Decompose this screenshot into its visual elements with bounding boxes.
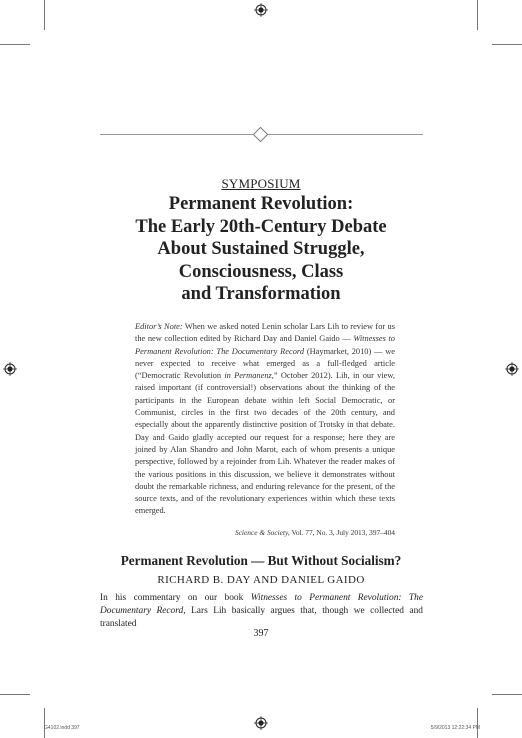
crop-mark — [477, 0, 478, 30]
diamond-ornament-icon — [253, 127, 269, 143]
crop-mark — [44, 0, 45, 30]
crop-mark — [0, 44, 30, 45]
book-title: Witnesses to Permanent Revolution: The Documentary Record — [135, 334, 395, 356]
registration-mark-icon — [505, 362, 519, 376]
editors-note-label: Editor’s Note: — [135, 322, 183, 331]
crop-mark — [492, 694, 522, 695]
book-title: Witnesses to Permanent Revolution: The Documentary Record — [100, 593, 423, 617]
article-authors: RICHARD B. DAY AND DANIEL GAIDO — [157, 574, 365, 586]
title-line: The Early 20th-Century Debate — [135, 216, 387, 237]
journal-name: Science & Society, — [234, 528, 290, 537]
page-number: 397 — [253, 628, 269, 639]
ornament-rule-right — [266, 134, 423, 135]
slug-timestamp: 5/9/2013 12:22:34 PM — [430, 725, 480, 731]
citation-details: Vol. 77, No. 3, July 2013, 397–404 — [289, 528, 395, 537]
article-title: Permanent Revolution — But Without Socialism? — [120, 553, 402, 568]
title-line: About Sustained Struggle, — [157, 239, 365, 260]
crop-mark — [0, 694, 30, 695]
symposium-title — [0, 193, 522, 306]
body-text: , Lars Lih basically argues that, though we collected and translated — [100, 606, 423, 630]
ornament-rule-left — [100, 134, 255, 135]
crop-mark — [44, 708, 45, 738]
registration-mark-icon — [254, 3, 268, 17]
registration-mark-icon — [254, 716, 268, 730]
crop-mark — [492, 44, 522, 45]
emphasis-text: in Permanenz — [224, 371, 272, 381]
journal-citation — [235, 528, 395, 537]
slug-file-info: G4102.indd 397 — [44, 725, 80, 731]
editors-note-text: ,” October 2012). Lih, in our view, raised important (if controversial!) observations about the thinking of the participants in the European debate within left Social Democratic, or Communist, circles in the first two decades of the 20th century, and especially about the apparently distinctive position of Trotsky in that debate. Day and Gaido gladly accepted our request for a response; here they are joined by Alan Shandro and John Marot, each of whom presents a unique perspective, followed by a rejoinder from Lih. Whatever the reader makes of the various positions in this discussion, we believe it demonstrates without doubt the remarkable richness, and enduring relevance for the present, of the source texts, and of the revolutionary experiences within which these texts emerged. — [135, 371, 395, 516]
section-label: SYMPOSIUM — [221, 176, 301, 191]
body-text: In his commentary on our book — [100, 593, 251, 603]
title-line: Permanent Revolution: — [168, 194, 354, 214]
title-line: and Transformation — [181, 284, 341, 305]
registration-mark-icon — [3, 362, 17, 376]
crop-mark — [477, 708, 478, 738]
title-line: Consciousness, Class — [178, 261, 344, 282]
editors-note — [135, 321, 395, 518]
editors-note-text: When we asked noted Lenin scholar Lars Lih to review for us the new collection edited by Richard Day and Daniel Gaido — — [135, 322, 395, 344]
body-paragraph — [100, 592, 423, 632]
editors-note-text: (Haymarket, 2010) — we never expected to receive what emerged as a full-fledged article (“Democratic Revolution — [135, 346, 395, 381]
